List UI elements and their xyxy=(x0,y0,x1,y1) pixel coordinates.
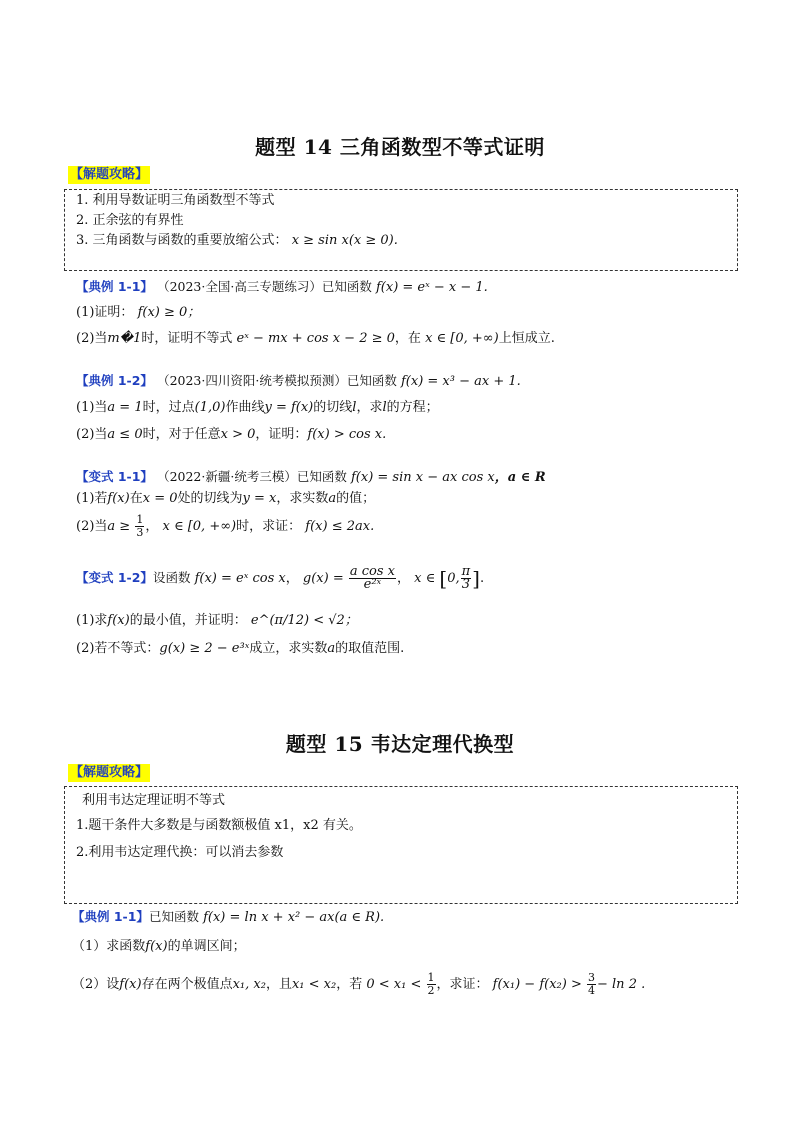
section-15-strategy-tag: 【解题攻略】 xyxy=(70,765,149,780)
q1-formula: f(x) ≥ 0； xyxy=(137,305,201,320)
t: 时，求证： xyxy=(236,519,302,534)
variant-1-1-header xyxy=(76,468,546,487)
var-l: l xyxy=(382,400,387,415)
line: y = x xyxy=(242,491,277,506)
t: ，若 xyxy=(336,977,363,992)
variant-1-1-q2 xyxy=(76,514,374,539)
t: （1）求函数 xyxy=(72,939,146,954)
strategy-formula: x ≥ sin x(x ≥ 0). xyxy=(291,233,398,248)
f: f(x) xyxy=(107,491,130,506)
fraction-one-half xyxy=(427,972,436,997)
section-14-title: 题型 14 三角函数型不等式证明 xyxy=(255,135,545,159)
s15-strategy-line-3: 2.利用韦达定理代换：可以消去参数 xyxy=(76,845,284,860)
variant-1-1-q1 xyxy=(76,490,375,508)
t: (1)求 xyxy=(76,613,108,628)
s15-example-label: 【典例 1-1】 xyxy=(72,909,149,924)
den: 3 xyxy=(136,526,144,539)
q2-text-d: 上恒成立. xyxy=(498,331,555,346)
t: (1)当 xyxy=(76,400,108,415)
a-ge: a ≥ xyxy=(107,519,131,534)
range-left: 0 < x₁ < xyxy=(366,977,422,992)
den: 2 xyxy=(427,984,435,997)
t: 的取值范围. xyxy=(335,641,405,656)
q2-condition: m�1 xyxy=(107,331,142,346)
formula: g(x) ≥ 2 − e³ˣ xyxy=(159,641,250,656)
f-formula: f(x) = eˣ cos x xyxy=(194,571,286,586)
t: ，求证： xyxy=(436,977,489,992)
strategy-line-2: 2. 正余弦的有界性 xyxy=(76,213,184,228)
t: ， xyxy=(397,571,411,586)
interval: x ∈ [0, +∞) xyxy=(162,519,237,534)
variant-1-2-label: 【变式 1-2】 xyxy=(76,570,153,585)
fraction-three-quarters xyxy=(587,972,596,997)
q2-text-c: ，在 xyxy=(394,331,421,346)
variant-1-2-source: 设函数 xyxy=(152,570,191,585)
t: ， xyxy=(285,571,299,586)
example-1-2-q2 xyxy=(76,426,386,444)
example-1-1-q2 xyxy=(76,330,555,348)
t: 存在两个极值点 xyxy=(141,977,233,992)
g-fraction xyxy=(349,566,396,591)
variant-1-1-source: （2022·新疆·统考三模）已知函数 xyxy=(157,469,347,484)
t: ，证明： xyxy=(255,427,308,442)
s15-example-source: 已知函数 xyxy=(148,909,199,924)
variant-1-2-q1 xyxy=(76,612,358,630)
fraction-one-third xyxy=(135,514,144,539)
strategy-line-1: 1. 利用导数证明三角函数型不等式 xyxy=(76,193,275,208)
t: （2）设 xyxy=(72,977,120,992)
q2-formula: eˣ − mx + cos x − 2 ≥ 0 xyxy=(236,331,395,346)
example-1-1-q1 xyxy=(76,304,200,322)
den: 3 xyxy=(461,577,471,592)
t: 时，对于任意 xyxy=(142,427,221,442)
t: 作曲线 xyxy=(225,400,265,415)
num: π xyxy=(461,564,471,579)
example-1-2-source: （2023·四川资阳·统考模拟预测）已知函数 xyxy=(157,373,397,388)
t: 的值； xyxy=(336,491,376,506)
s15-example-formula: f(x) = ln x + x² − ax(a ∈ R). xyxy=(203,910,385,925)
t: 在 xyxy=(129,491,143,506)
t: ，求 xyxy=(356,400,383,415)
example-1-1-label: 【典例 1-1】 xyxy=(76,279,153,294)
q1-prefix: (1)证明： xyxy=(76,305,134,320)
formula: f(x) ≤ 2ax. xyxy=(305,519,375,534)
t: ，求实数 xyxy=(276,491,329,506)
num: 1 xyxy=(136,513,144,526)
curve: y = f(x) xyxy=(264,400,314,415)
cond: a ≤ 0 xyxy=(107,427,143,442)
formula: f(x) > cos x. xyxy=(307,427,387,442)
example-1-1-source: （2023·全国·高三专题练习）已知函数 xyxy=(157,279,372,294)
formula-left: f(x₁) − f(x₂) > xyxy=(492,977,582,992)
variant-1-2-q2 xyxy=(76,640,404,658)
den: 4 xyxy=(588,984,595,997)
variant-1-1-cond: ，a ∈ R xyxy=(494,470,546,485)
cond: a = 1 xyxy=(107,400,143,415)
example-1-2-header xyxy=(76,372,521,391)
bracket-left: [ xyxy=(439,566,448,591)
t: ， xyxy=(145,519,159,534)
t: 的方程； xyxy=(386,400,439,415)
f: f(x) xyxy=(107,613,130,628)
pi-third xyxy=(461,566,472,591)
s15-example-q1 xyxy=(72,938,246,956)
q2-interval: x ∈ [0, +∞) xyxy=(425,331,499,346)
example-1-2-label: 【典例 1-2】 xyxy=(76,373,153,388)
t: 处的切线为 xyxy=(177,491,243,506)
var: a xyxy=(328,491,337,506)
t: (2)若不等式： xyxy=(76,641,160,656)
bracket-right: ] xyxy=(472,566,480,591)
strategy-line-3-text: 3. 三角函数与函数的重要放缩公式： xyxy=(76,233,288,248)
x: x = 0 xyxy=(142,491,178,506)
t: 的切线 xyxy=(313,400,353,415)
t: ，且 xyxy=(265,977,292,992)
s15-strategy-line-2: 1.题干条件大多数是与函数额极值 x1，x2 有关。 xyxy=(76,818,362,833)
num: 1 xyxy=(427,971,435,984)
t: (2)当 xyxy=(76,519,108,534)
point: (1,0) xyxy=(194,400,226,415)
pts: x₁, x₂ xyxy=(232,977,266,992)
var-l: l xyxy=(352,400,357,415)
t: (2)当 xyxy=(76,427,108,442)
example-1-2-formula: f(x) = x³ − ax + 1. xyxy=(400,374,521,389)
q2-text-b: 时，证明不等式 xyxy=(141,331,233,346)
num: 3 xyxy=(588,971,595,984)
s15-example-q2 xyxy=(72,972,645,997)
formula-right: − ln 2 . xyxy=(597,977,646,992)
section-14-strategy-tag: 【解题攻略】 xyxy=(70,167,149,182)
den: e²ˣ xyxy=(363,577,382,592)
f: f(x) xyxy=(145,939,168,954)
order: x₁ < x₂ xyxy=(291,977,337,992)
t: 时，过点 xyxy=(142,400,195,415)
formula: e^(π/12) < √2； xyxy=(250,613,358,628)
s15-example-header xyxy=(72,908,384,927)
t: 的最小值，并证明： xyxy=(129,613,247,628)
g-left: g(x) = xyxy=(302,571,344,586)
strategy-line-3 xyxy=(76,232,398,250)
f: f(x) xyxy=(119,977,142,992)
example-1-1-header xyxy=(76,278,488,297)
x-in: x ∈ xyxy=(414,571,436,586)
var: a xyxy=(327,641,336,656)
variant-1-2-header xyxy=(76,566,484,591)
example-1-2-q1 xyxy=(76,399,439,417)
example-1-1-formula: f(x) = eˣ − x − 1. xyxy=(375,280,488,295)
s15-strategy-line-1: 利用韦达定理证明不等式 xyxy=(82,793,226,808)
int-left: 0, xyxy=(447,571,460,586)
q2-text-a: (2)当 xyxy=(76,331,108,346)
x-cond: x > 0 xyxy=(220,427,256,442)
t: . xyxy=(479,571,485,586)
section-15-title: 题型 15 韦达定理代换型 xyxy=(285,732,515,756)
variant-1-1-formula: f(x) = sin x − ax cos x xyxy=(350,470,495,485)
t: 的单调区间； xyxy=(167,939,246,954)
num: a cos x xyxy=(349,564,395,579)
t: 成立，求实数 xyxy=(249,641,328,656)
t: (1)若 xyxy=(76,491,108,506)
variant-1-1-label: 【变式 1-1】 xyxy=(76,469,153,484)
